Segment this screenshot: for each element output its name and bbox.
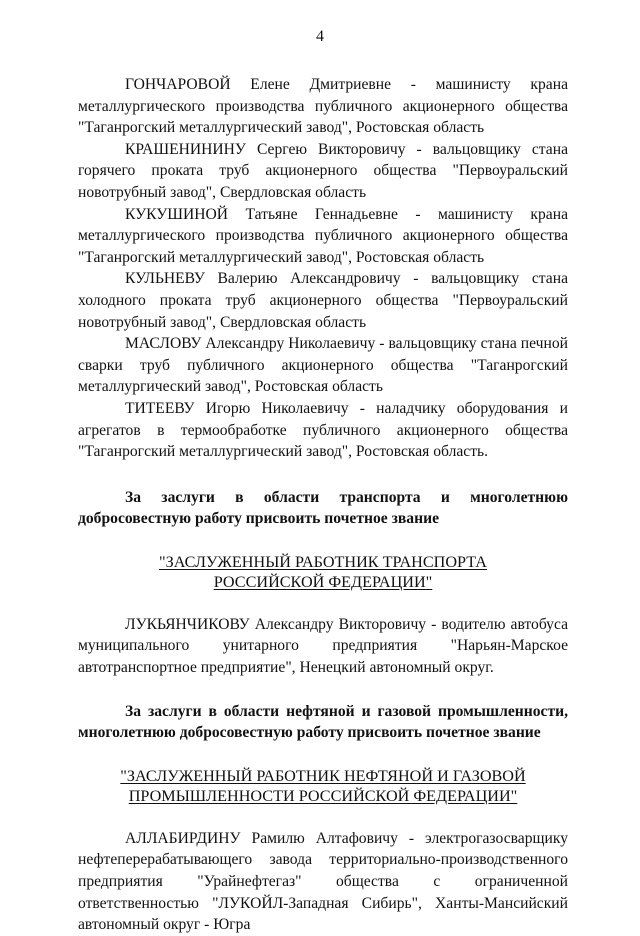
title-oil-gas-line1: "ЗАСЛУЖЕННЫЙ РАБОТНИК НЕФТЯНОЙ И ГАЗОВОЙ: [120, 766, 526, 785]
award-entry-kukushina: КУКУШИНОЙ Татьяне Геннадьевне - машинисту крана металлургического производства публичного акционерного общества "Таганрогский металлургический завод", Ростовская область: [78, 205, 568, 266]
title-transport-line1: "ЗАСЛУЖЕННЫЙ РАБОТНИК ТРАНСПОРТА: [158, 552, 487, 571]
award-entry-titeev: ТИТЕЕВУ Игорю Николаевичу - наладчику оборудования и агрегатов в термообработке публичного акционерного общества "Таганрогский металлургический завод", Ростовская область.: [78, 399, 568, 461]
award-entry-maslov: МАСЛОВУ Александру Николаевичу - вальцовщику стана печной сварки труб публичного акционерного общества "Таганрогский металлургический завод", Ростовская область: [78, 335, 568, 396]
decree-transport: За заслуги в области транспорта и многолетнюю добросовестную работу присвоить почетное звание: [78, 488, 568, 528]
page-number: 4: [316, 28, 324, 45]
award-entry-allabirdin: АЛЛАБИРДИНУ Рамилю Алтафовичу - электрогазосварщику нефтеперерабатывающего завода территориально-производственного предприятия "Урайнефтегаз" общества с ограниченной ответственностью "ЛУКОЙЛ-Западная Сибирь", Ханты-Мансийский автономный округ - Югра: [78, 829, 568, 934]
title-oil-gas-line2: ПРОМЫШЛЕННОСТИ РОССИЙСКОЙ ФЕДЕРАЦИИ": [128, 786, 518, 805]
award-entry-lukyanchikov: ЛУКЬЯНЧИКОВУ Александру Викторовичу - водителю автобуса муниципального унитарного предприятия "Нарьян-Марское автотранспортное предприятие", Ненецкий автономный округ.: [78, 615, 568, 677]
honorary-title-transport: [78, 552, 568, 592]
honorary-title-oil-gas: [78, 766, 568, 806]
document-body: [78, 74, 568, 936]
title-transport-line2: РОССИЙСКОЙ ФЕДЕРАЦИИ": [213, 572, 433, 591]
award-entry-goncharova: ГОНЧАРОВОЙ Елене Дмитриевне - машинисту крана металлургического производства публичного акционерного общества "Таганрогский металлургический завод", Ростовская область: [78, 76, 568, 137]
decree-oil-gas: За заслуги в области нефтяной и газовой промышленности, многолетнюю добросовестную работу присвоить почетное звание: [78, 702, 568, 742]
award-entry-krasheninin: КРАШЕНИНИНУ Сергею Викторовичу - вальцовщику стана горячего проката труб акционерного общества "Первоуральский новотрубный завод", Свердловская область: [78, 140, 568, 201]
award-entry-kulnev: КУЛЬНЕВУ Валерию Александровичу - вальцовщику стана холодного проката труб акционерного общества "Первоуральский новотрубный завод", Свердловская область: [78, 270, 568, 331]
